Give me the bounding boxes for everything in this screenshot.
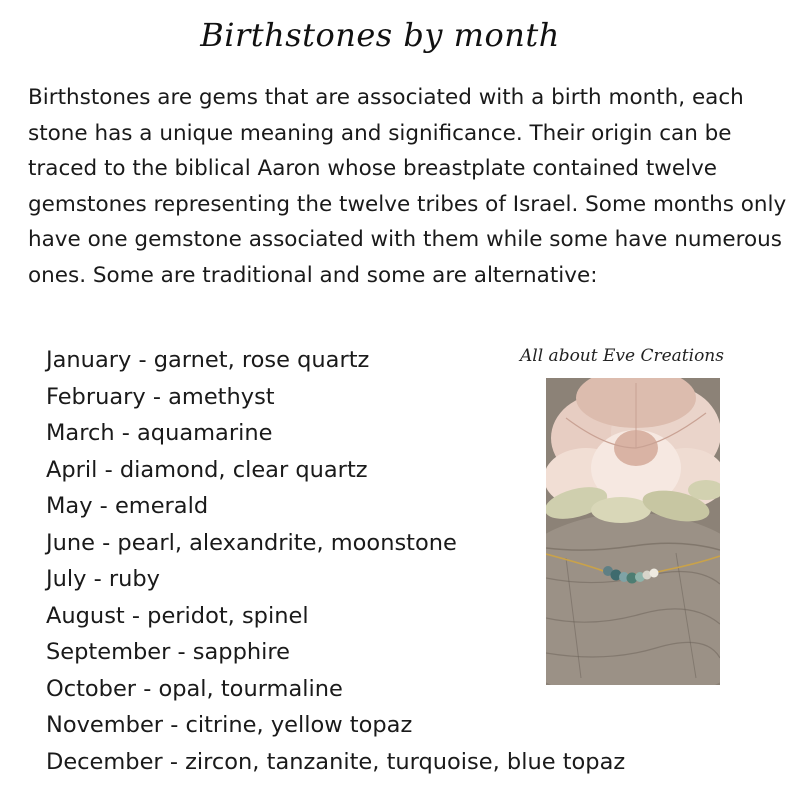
necklace-photo [546, 378, 720, 685]
list-item-april: April - diamond, clear quartz [46, 456, 368, 483]
list-item-july: July - ruby [46, 566, 160, 592]
birthstone-list [46, 342, 625, 780]
list-item-june: June - pearl, alexandrite, moonstone [46, 529, 457, 556]
page-title: Birthstones by month [200, 16, 560, 54]
list-item-february: February - amethyst [46, 383, 275, 410]
list-item-september: September - sapphire [46, 639, 290, 665]
photo-caption: All about Eve Creations [520, 346, 724, 366]
list-item-may: May - emerald [46, 493, 209, 519]
necklace-photo-icon [546, 378, 720, 685]
list-item-january: January - garnet, rose quartz [46, 347, 370, 373]
list-item-october: October - opal, tourmaline [46, 675, 343, 702]
list-item-august: August - peridot, spinel [46, 602, 309, 629]
list-item-march: March - aquamarine [46, 420, 273, 446]
list-item-november: November - citrine, yellow topaz [46, 712, 413, 738]
list-item-december: December - zircon, tanzanite, turquoise, blue topaz [46, 748, 626, 775]
intro-paragraph: Birthstones are gems that are associated with a birth month, each stone has a unique meaning and significance. Their origin can be traced to the biblical Aaron whose breastplate contained twelve gemstones representing the twelve tribes of Israel. Some months only have one gemstone associated with them while some have numerous ones. Some are traditional and some are alternative: [28, 85, 787, 288]
